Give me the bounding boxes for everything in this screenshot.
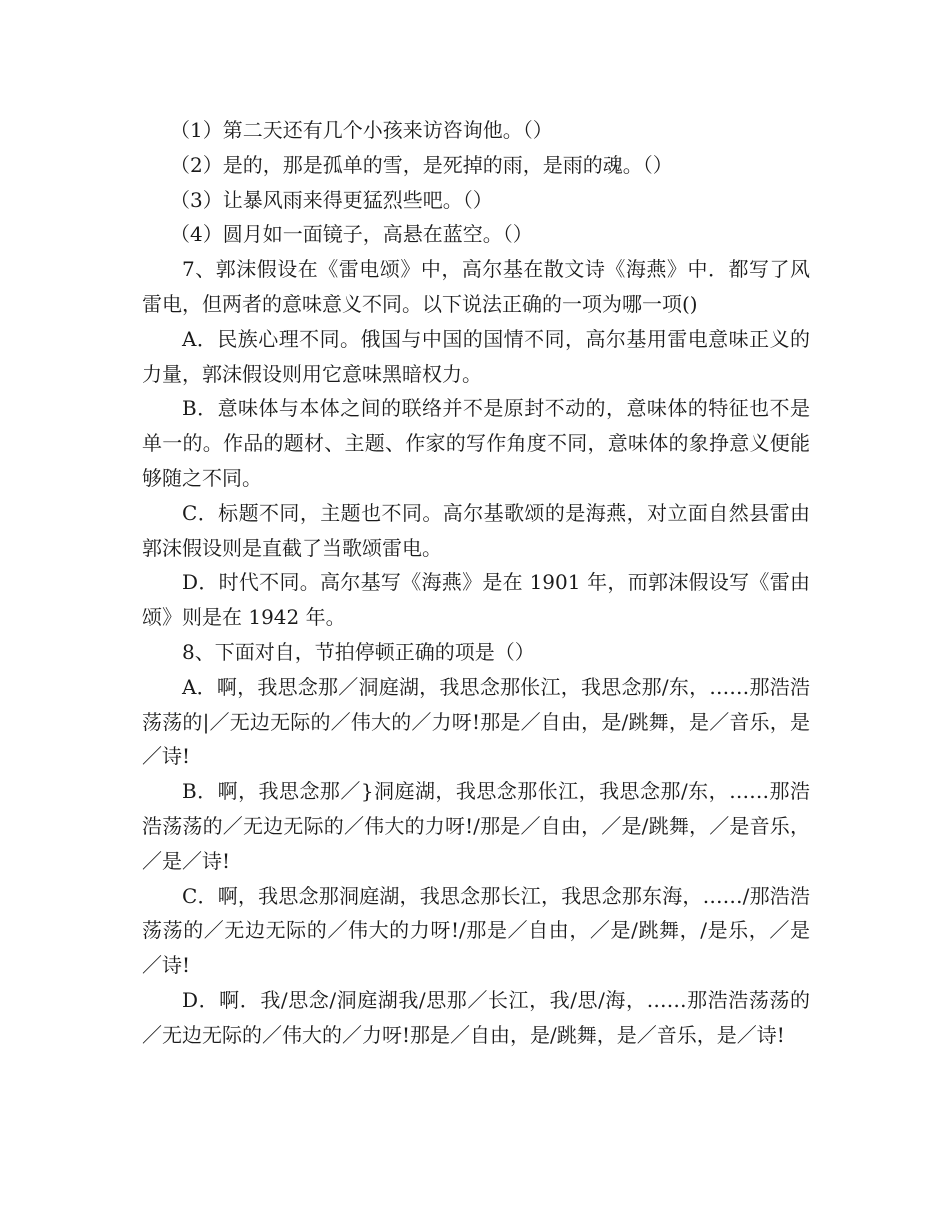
document-body (142, 113, 810, 1053)
question-8-option-c: C．啊，我思念那洞庭湖，我思念那长江，我思念那东海，……/那浩浩荡荡的／无边无际的／伟大的力呀!/那是／自由，／是/跳舞，/是乐，／是／诗! (142, 883, 810, 978)
question-7-option-c: C．标题不同，主题也不同。高尔基歌颂的是海燕，对立面自然县雷由郭沫假设则是直截了当歌颂雷电。 (142, 500, 810, 560)
question-7-option-d: D．时代不同。高尔基写《海燕》是在 1901 年，而郭沫假设写《雷由颂》则是在 1942 年。 (142, 570, 810, 630)
question-7-option-b: B．意味体与本体之间的联络并不是原封不动的，意味体的特征也不是单一的。作品的题材、主题、作家的写作角度不同，意味体的象挣意义便能够随之不同。 (142, 396, 810, 490)
question-8-option-d: D．啊．我/思念/洞庭湖我/思那／长江，我/思/海，……那浩浩荡荡的／无边无际的／伟大的／力呀!那是／自由，是/跳舞，是／音乐，是／诗! (142, 987, 810, 1047)
question-7-option-a: A．民族心理不同。俄国与中国的国情不同，高尔基用雷电意味正义的力量，郭沫假设则用它意味黑暗权力。 (142, 326, 810, 386)
sub-question-2: （2）是的，那是孤单的雪，是死掉的雨，是雨的魂。（） (170, 152, 673, 177)
question-7-stem: 7、郭沫假设在《雷电颂》中，高尔基在散文诗《海燕》中．都写了风雷电，但两者的意味意义不同。以下说法正确的一项为哪一项() (142, 257, 810, 316)
question-8-option-b: B．啊，我思念那／}洞庭湖，我思念那伥江，我思念那/东，……那浩浩荡荡的／无边无际的／伟大的力呀!/那是／自由，／是/跳舞，／是音乐，／是／诗! (142, 779, 810, 873)
question-8-option-a: A．啊，我思念那／洞庭湖，我思念那伥江，我思念那/东，……那浩浩荡荡的|／无边无际的／伟大的／力呀!那是／自由，是/跳舞，是／音乐，是／诗! (142, 674, 810, 769)
sub-question-4: （4）圆月如一面镜子，高悬在蓝空。（） (170, 222, 533, 247)
question-8-stem: 8、下面对自，节拍停顿正确的项是（） (182, 639, 535, 664)
sub-question-3: （3）让暴风雨来得更猛烈些吧。（） (170, 187, 493, 212)
sub-question-1: （1）第二天还有几个小孩来访咨询他。（） (170, 118, 553, 142)
